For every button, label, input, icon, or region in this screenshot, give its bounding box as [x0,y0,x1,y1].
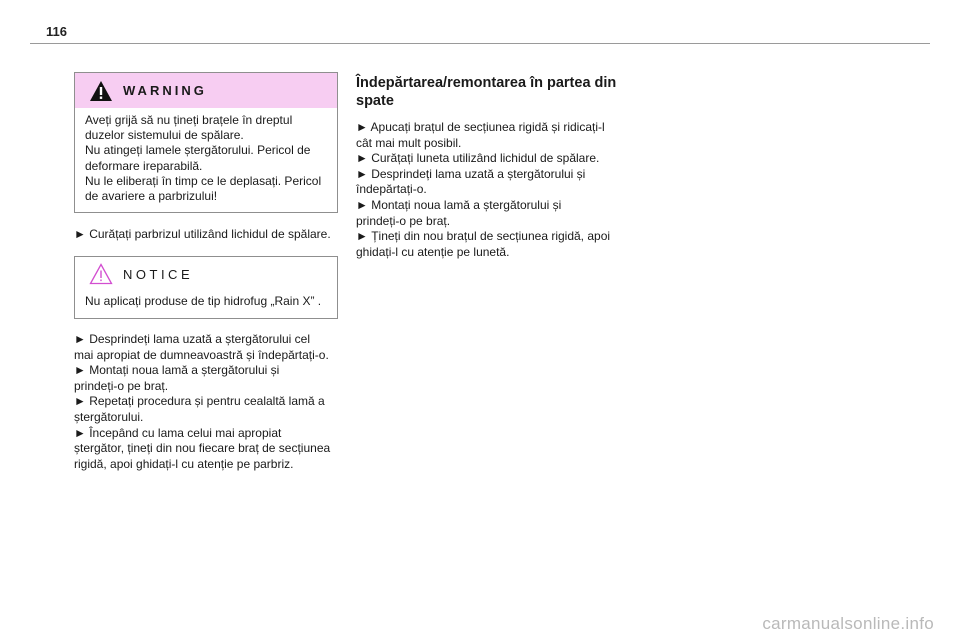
warning-triangle-icon [89,80,113,102]
step-line: îndepărtați-o. [356,182,427,197]
step-line: rigidă, apoi ghidați-l cu atenție pe parbriz. [74,456,294,471]
notice-body [75,292,337,318]
step-line: ghidați-l cu atenție pe lunetă. [356,244,510,259]
warning-line: duzelor sistemului de spălare. [85,128,244,143]
step-line: ► Montați noua lamă a ștergătorului și [356,197,562,212]
step-line: ► Începând cu lama celui mai apropiat [74,425,282,440]
step-line: cât mai mult posibil. [356,135,462,150]
step-line: ștergător, țineți din nou fiecare braț de secțiunea [74,441,331,456]
warning-line: deformare ireparabilă. [85,158,203,173]
right-column [356,74,626,260]
warning-line: de avariere a parbrizului! [85,189,218,204]
watermark[interactable]: carmanualsonline.info [762,614,934,633]
step-line: ștergătorului. [74,409,144,424]
notice-title: NOTICE [123,266,194,282]
step-line: ► Desprindeți lama uzată a ștergătorului și [356,166,586,181]
notice-triangle-icon [89,263,113,285]
warning-header [75,73,337,108]
rear-title-line: spate [356,93,394,109]
step-line: mai apropiat de dumneavoastră și îndepărtați-o. [74,347,329,362]
front-steps [74,332,338,472]
notice-line: Nu aplicați produse de tip hidrofug „Rain X” . [85,293,322,308]
notice-box [74,256,338,319]
step-line: ► Curățați parbrizul utilizând lichidul de spălare. [74,227,331,242]
step-line: ► Curățați luneta utilizând lichidul de spălare. [356,151,600,166]
warning-body [75,108,337,212]
step-line: prindeți-o pe braț. [356,213,451,228]
step-line: ► Repetați procedura și pentru cealaltă lamă a [74,394,325,409]
rear-section-title [356,74,626,110]
rear-title-line: Îndepărtarea/remontarea în partea din [356,75,617,91]
step-line: ► Montați noua lamă a ștergătorului și [74,363,280,378]
step-line: ► Desprindeți lama uzată a ștergătorului cel [74,332,310,347]
notice-header [75,257,337,292]
page-number: 116 [46,24,67,39]
warning-box [74,72,338,213]
step-clean-windscreen [74,227,338,243]
step-line: ► Țineți din nou brațul de secțiunea rigidă, apoi [356,229,611,244]
rear-steps [356,120,626,260]
warning-line: Nu atingeți lamele ștergătorului. Pericol de [85,143,311,158]
step-line: ► Apucați brațul de secțiunea rigidă și ridicați-l [356,120,605,134]
warning-line: Aveți grijă să nu țineți brațele în dreptul [85,113,293,127]
warning-title: WARNING [123,83,207,98]
header-divider [30,43,930,44]
left-column [74,72,338,472]
warning-line: Nu le eliberați în timp ce le deplasați. Pericol [85,173,322,188]
step-line: prindeți-o pe braț. [74,378,169,393]
